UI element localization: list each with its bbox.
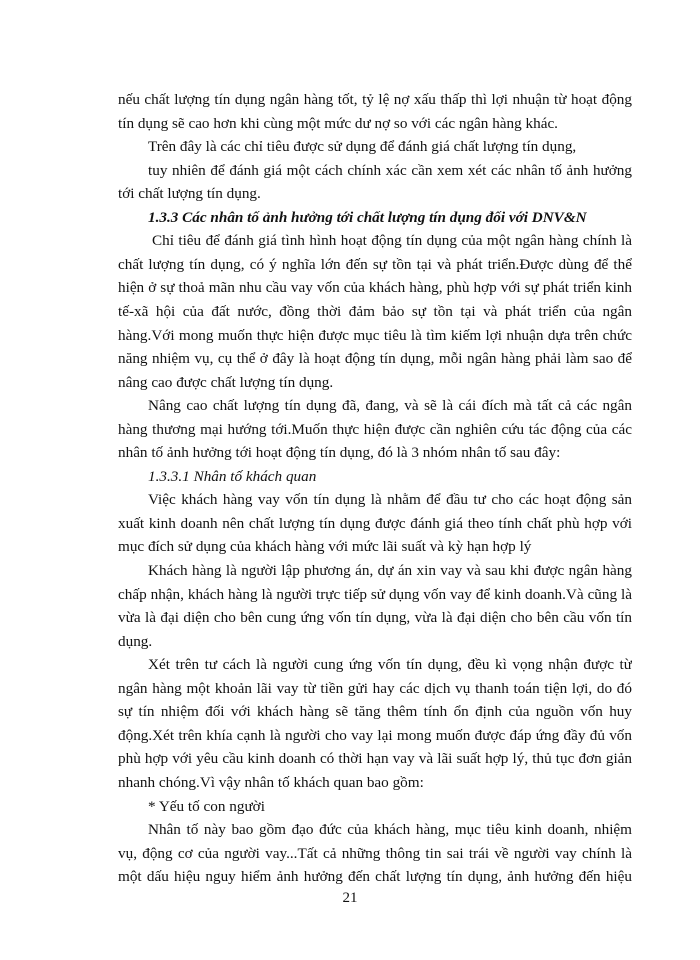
text-line: sự tín nhiệm đối với khách hàng sẽ tăng thêm tính ổn định của nguồn vốn huy	[118, 703, 632, 721]
text-line: ngân hàng một khoản lãi vay từ tiền gửi hay các dịch vụ thanh toán tiện lợi, do đó	[118, 679, 632, 697]
text-line: nhân tố ảnh hưởng tới hoạt động tín dụng, đó là 3 nhóm nhân tố sau đây:	[118, 444, 561, 462]
text-line: động.Xét trên khía cạnh là người cho vay lại mong muốn được đáp ứng đầy đủ vốn	[118, 726, 632, 744]
text-line: chất lượng tín dụng, có ý nghĩa lớn đến sự tồn tại và phát triển.Được dùng để thể	[118, 255, 632, 273]
text-line: nâng cao được chất lượng tín dụng.	[118, 373, 334, 391]
text-line: hiện ở sự thoả mãn nhu cầu vay vốn của khách hàng, phù hợp với sự phát triển kinh	[118, 279, 632, 297]
subsection-heading: 1.3.3.1 Nhân tố khách quan	[148, 467, 317, 485]
text-line: chấp nhận, khách hàng là người trực tiếp sử dụng vốn vay để kinh doanh.Và cũng là	[118, 585, 632, 603]
section-heading: 1.3.3 Các nhân tố ảnh hưởng tới chất lượng tín dụng đối với DNV&N	[148, 208, 587, 226]
text-line: dụng.	[118, 632, 153, 650]
text-line: Nâng cao chất lượng tín dụng đã, đang, và sẽ là cái đích mà tất cả các ngân	[148, 397, 632, 415]
text-line: vừa là đại diện cho bên cung ứng vốn tín dụng, vừa là đại diện cho bên cầu vốn tín	[118, 609, 632, 627]
text-line: tới chất lượng tín dụng.	[118, 185, 261, 203]
text-line: mục đích sử dụng của khách hàng với mức lãi suất và kỳ hạn hợp lý	[118, 538, 532, 556]
text-line: Khách hàng là người lập phương án, dự án xin vay và sau khi được ngân hàng	[148, 562, 632, 579]
text-line: Việc khách hàng vay vốn tín dụng là nhằm để đầu tư cho các hoạt động sản	[148, 491, 632, 509]
text-line: hàng.Với mong muốn thực hiện được mục tiêu là tìm kiếm lợi nhuận dựa trên chức	[118, 326, 632, 344]
text-line: Chỉ tiêu để đánh giá tình hình hoạt động tín dụng của một ngân hàng chính là	[152, 232, 632, 250]
text-line: vụ, động cơ của người vay...Tất cả những thông tin sai trái về người vay chính là	[118, 844, 632, 862]
text-line: nếu chất lượng tín dụng ngân hàng tốt, tỷ lệ nợ xấu thấp thì lợi nhuận từ hoạt động	[118, 91, 632, 108]
page-number: 21	[342, 890, 358, 906]
text-line: tế-xã hội của đất nước, đồng thời đảm bảo sự tồn tại và phát triển của ngân	[118, 302, 632, 320]
text-line: một dấu hiệu nguy hiểm ảnh hưởng đến chất lượng tín dụng, ảnh hưởng đến hiệu	[118, 868, 632, 886]
text-line: năng nhiệm vụ, cụ thể ở đây là hoạt động tín dụng, mỗi ngân hàng phải làm sao để	[118, 350, 632, 368]
text-line: hàng thương mại hướng tới.Muốn thực hiện được cần nghiên cứu tác động của các	[118, 420, 632, 438]
text-line: xuất kinh doanh nên chất lượng tín dụng được đánh giá theo tính chất phù hợp với	[118, 514, 632, 532]
text-line: Nhân tố này bao gồm đạo đức của khách hàng, mục tiêu kinh doanh, nhiệm	[148, 821, 632, 839]
text-line: tín dụng sẽ cao hơn khi cùng một mức dư nợ so với các ngân hàng khác.	[118, 114, 558, 132]
text-line: tuy nhiên để đánh giá một cách chính xác cần xem xét các nhân tố ảnh hưởng	[148, 161, 632, 179]
text-line: Xét trên tư cách là người cung ứng vốn tín dụng, đều kì vọng nhận được từ	[148, 656, 632, 674]
text-line: nhanh chóng.Vì vậy nhân tố khách quan bao gồm:	[118, 773, 424, 791]
text-line: Trên đây là các chỉ tiêu được sử dụng để đánh giá chất lượng tín dụng,	[148, 138, 577, 156]
text-line: * Yếu tố con người	[148, 797, 265, 815]
text-line: phù hợp với yêu cầu kinh doanh có thời hạn vay và lãi suất hợp lý, thủ tục đơn giản	[118, 750, 632, 768]
